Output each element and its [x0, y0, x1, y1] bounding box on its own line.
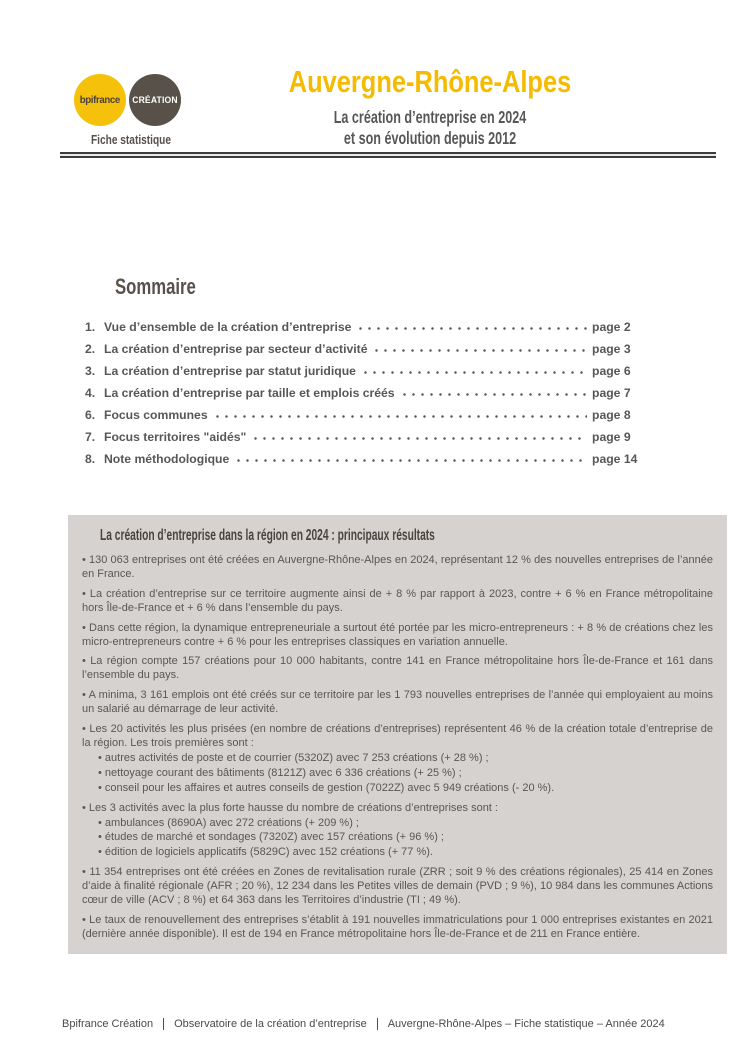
toc-dot-leader: [213, 408, 587, 422]
toc-item-label: Vue d’ensemble de la création d’entreprise: [104, 320, 352, 334]
result-bullet: • A minima, 3 161 emplois ont été créés sur ce territoire par les 1 793 nouvelles entreprises de l’année qui employaient au moins un salarié au démarrage de leur activité.: [82, 689, 713, 717]
toc-dot-leader: [400, 386, 587, 400]
result-sub-bullet: • études de marché et sondages (7320Z) avec 157 créations (+ 96 %) ;: [98, 831, 713, 845]
result-sub-bullet: • conseil pour les affaires et autres conseils de gestion (7022Z) avec 5 949 créations (- 20 %).: [98, 782, 713, 796]
toc-item-page: page 9: [592, 430, 631, 444]
toc-item-number: 1.: [85, 320, 96, 334]
toc-item-number: 8.: [85, 452, 96, 466]
toc-item-1[interactable]: [85, 316, 647, 338]
region-title: Auvergne-Rhône-Alpes: [288, 64, 572, 99]
toc-item-page: page 8: [592, 408, 631, 422]
toc-item-number: 3.: [85, 364, 96, 378]
toc-heading: Sommaire: [115, 274, 196, 299]
result-sub-bullet: • ambulances (8690A) avec 272 créations (+ 209 %) ;: [98, 817, 713, 831]
result-bullet: • Le taux de renouvellement des entreprises s’établit à 191 nouvelles immatriculations pour 1 000 entreprises existantes en 2021 (dernière année disponible). Il est de 194 en France métropolitaine hors Île-de-France et de 211 en France entière.: [82, 914, 713, 942]
toc-item-page: page 6: [592, 364, 631, 378]
toc-item-number: 7.: [85, 430, 96, 444]
bpifrance-logo-text: bpifrance: [79, 94, 121, 106]
table-of-contents: [85, 274, 647, 470]
document-subtitle-line2: et son évolution depuis 2012: [343, 128, 517, 148]
header-divider: [60, 152, 716, 158]
result-sub-bullet: • autres activités de poste et de courrier (5320Z) avec 7 253 créations (+ 28 %) ;: [98, 752, 713, 766]
toc-item-label: Focus territoires "aidés": [104, 430, 247, 444]
toc-dot-leader: [361, 364, 587, 378]
footer-observatory: Observatoire de la création d’entreprise: [163, 1018, 367, 1030]
toc-dot-leader: [251, 430, 587, 444]
creation-logo-text: CRÉATION: [132, 95, 178, 105]
toc-dot-leader: [234, 452, 587, 466]
footer-brand: Bpifrance Création: [62, 1018, 154, 1030]
toc-item-3[interactable]: [85, 360, 647, 382]
toc-item-2[interactable]: [85, 338, 647, 360]
toc-item-label: La création d’entreprise par statut juridique: [104, 364, 356, 378]
toc-item-number: 4.: [85, 386, 96, 400]
toc-item-label: Note méthodologique: [104, 452, 230, 466]
toc-item-8[interactable]: [85, 448, 647, 470]
toc-item-label: Focus communes: [104, 408, 208, 422]
result-bullet: • 130 063 entreprises ont été créées en Auvergne-Rhône-Alpes en 2024, représentant 12 % des nouvelles entreprises de l’année en France.: [82, 554, 713, 582]
toc-item-page: page 3: [592, 342, 631, 356]
key-results-panel: [68, 515, 727, 954]
result-sub-bullet: • nettoyage courant des bâtiments (8121Z) avec 6 336 créations (+ 25 %) ;: [98, 767, 713, 781]
toc-item-4[interactable]: [85, 382, 647, 404]
result-bullet: • Dans cette région, la dynamique entrepreneuriale a surtout été portée par les micro-entrepreneurs : + 8 % de créations chez les micro-entrepreneurs contre + 6 % pour les entreprises classiques en variation annuelle.: [82, 622, 713, 650]
toc-item-7[interactable]: [85, 426, 647, 448]
document-title-block: [140, 64, 720, 149]
toc-item-number: 2.: [85, 342, 96, 356]
result-bullet: • La région compte 157 créations pour 10 000 habitants, contre 141 en France métropolitaine hors Île-de-France et 161 dans l’ensemble du pays.: [82, 655, 713, 683]
toc-item-page: page 7: [592, 386, 631, 400]
document-subtitle-line1: La création d’entreprise en 2024: [333, 107, 527, 127]
footer-document-label: Auvergne-Rhône-Alpes – Fiche statistique – Année 2024: [377, 1018, 665, 1030]
toc-item-label: La création d’entreprise par taille et emplois créés: [104, 386, 395, 400]
result-bullet: • 11 354 entreprises ont été créées en Zones de revitalisation rurale (ZRR ; soit 9 % des créations régionales), 25 414 en Zones d’aide à finalité régionale (AFR ; 20 %), 12 234 dans les Petites villes de demain (PVD ; 9 %), 10 984 dans les communes Actions cœur de ville (ACV ; 8 %) et 64 363 dans les Territoires d’industrie (TI ; 49 %).: [82, 866, 713, 908]
toc-item-page: page 14: [592, 452, 638, 466]
toc-item-6[interactable]: [85, 404, 647, 426]
result-bullet: • La création d’entreprise sur ce territoire augmente ainsi de + 8 % par rapport à 2023, contre + 6 % en France métropolitaine hors Île-de-France et + 6 % dans l’ensemble du pays.: [82, 588, 713, 616]
toc-dot-leader: [372, 342, 587, 356]
toc-dot-leader: [356, 320, 587, 334]
logo-tagline: Fiche statistique: [90, 132, 171, 147]
page-footer: [62, 1018, 665, 1030]
result-bullet: • Les 3 activités avec la plus forte hausse du nombre de créations d’entreprises sont :: [82, 802, 713, 816]
toc-item-page: page 2: [592, 320, 631, 334]
result-sub-bullet: • édition de logiciels applicatifs (5829C) avec 152 créations (+ 77 %).: [98, 846, 713, 860]
bpifrance-logo-icon: [74, 74, 126, 126]
result-bullet: • Les 20 activités les plus prisées (en nombre de créations d’entreprises) représentent 46 % de la création totale d’entreprise de la région. Les trois premières sont :: [82, 723, 713, 751]
key-results-title: La création d’entreprise dans la région en 2024 : principaux résultats: [100, 527, 435, 544]
toc-item-number: 6.: [85, 408, 96, 422]
toc-item-label: La création d’entreprise par secteur d’activité: [104, 342, 368, 356]
